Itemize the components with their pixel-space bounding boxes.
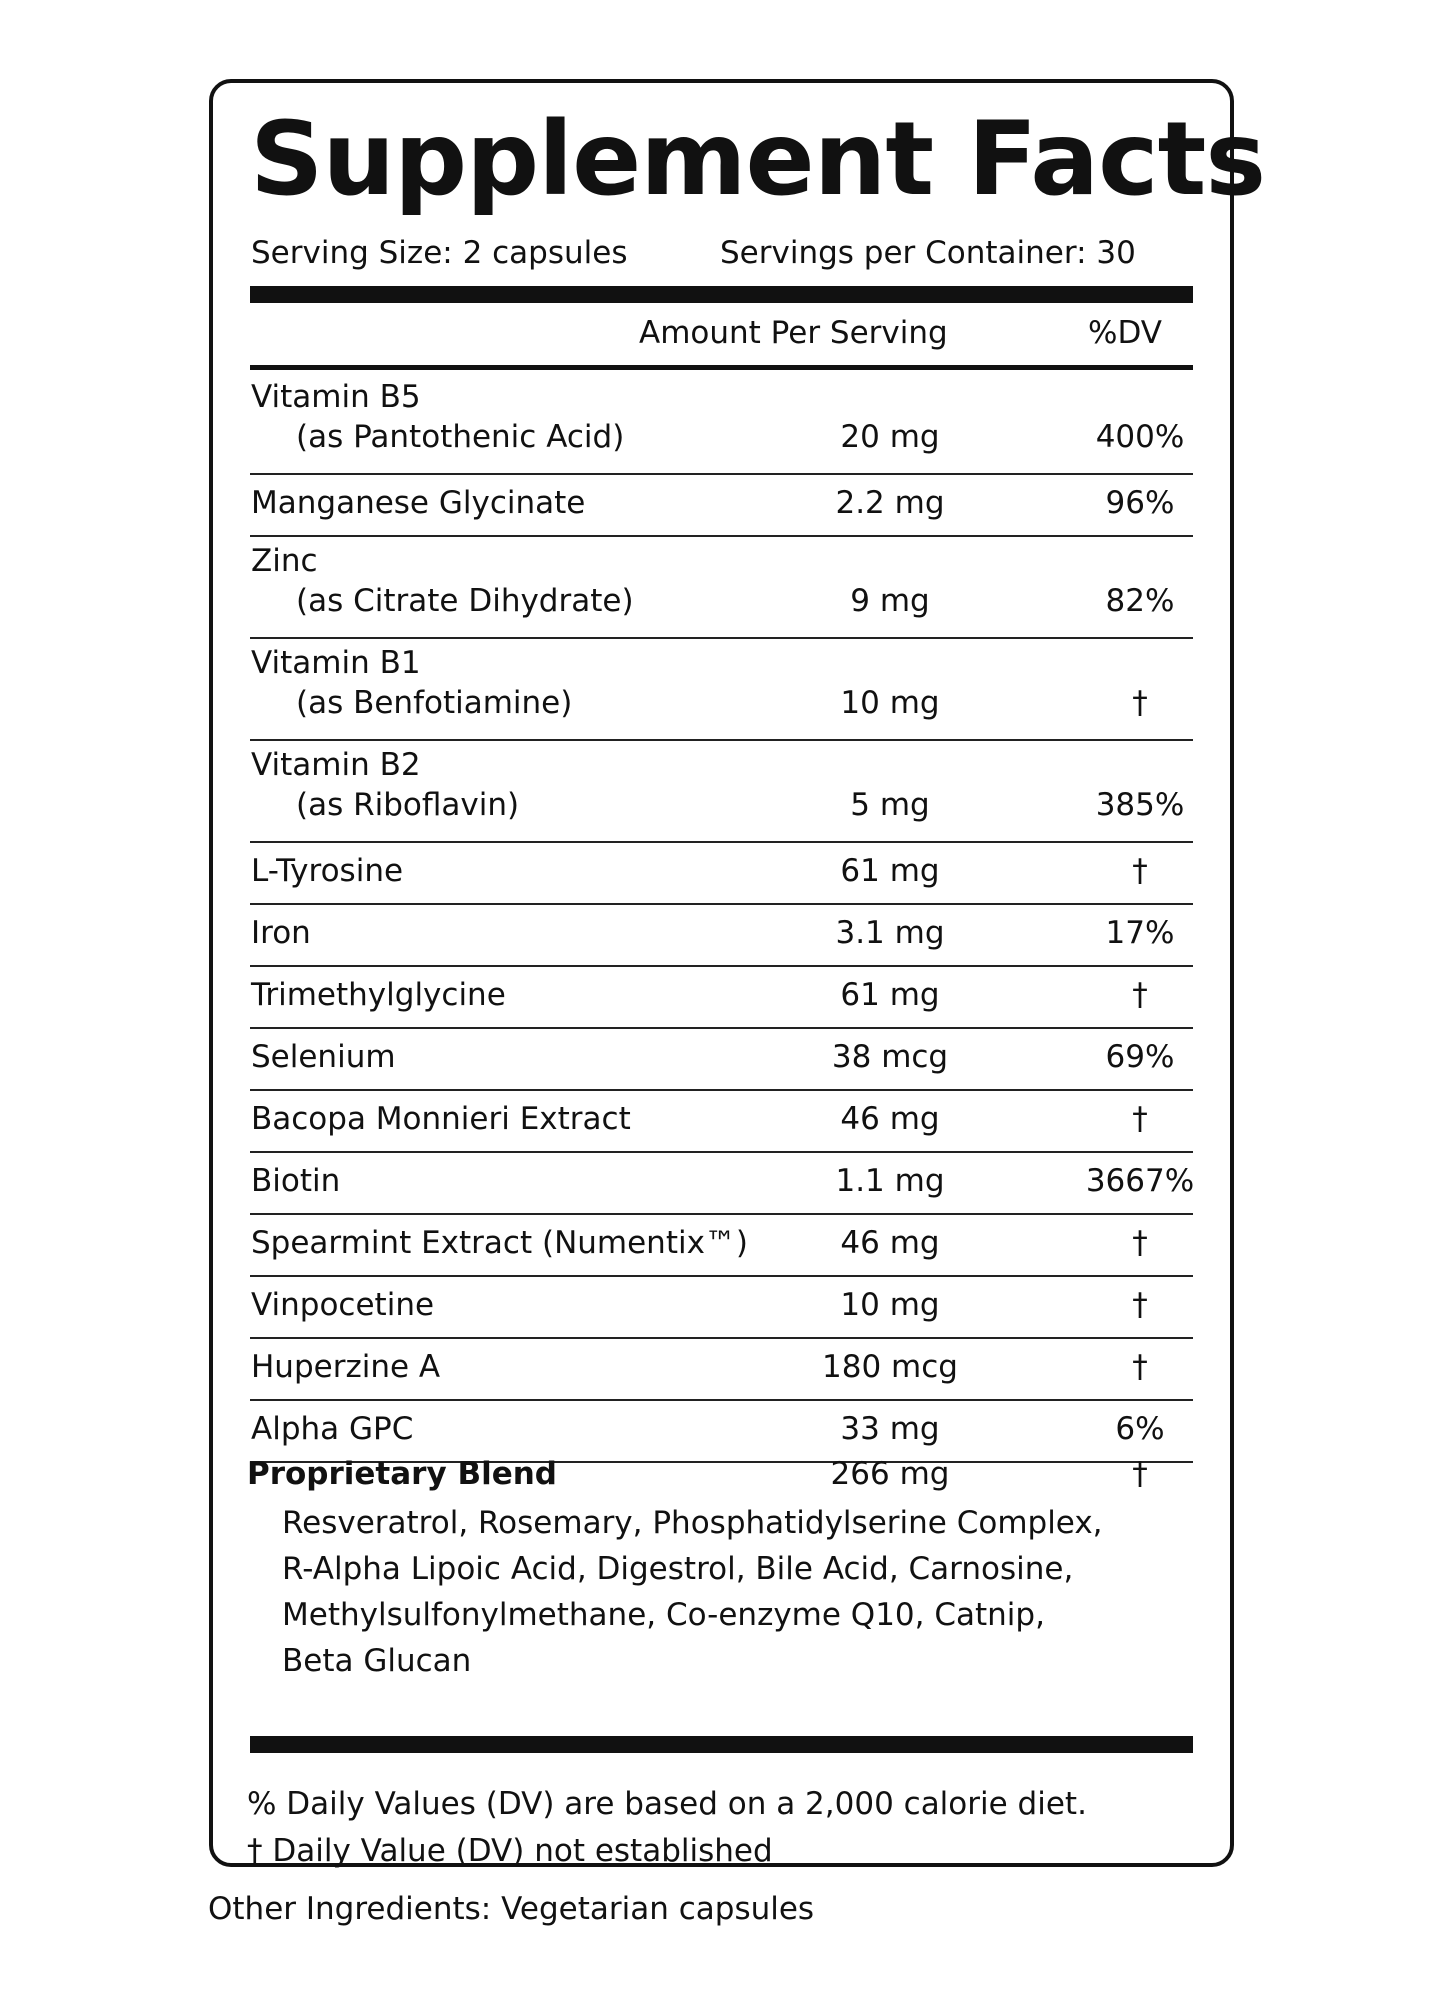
nutrient-source: (as Riboflavin) bbox=[296, 787, 520, 823]
nutrient-name: Vitamin B1 bbox=[251, 645, 421, 681]
panel-title: Supplement Facts bbox=[250, 100, 1266, 219]
header-divider bbox=[250, 365, 1193, 370]
dv-basis-footnote: % Daily Values (DV) are based on a 2,000 calorie diet. bbox=[247, 1786, 1087, 1822]
dagger-footnote: † Daily Value (DV) not established bbox=[247, 1833, 773, 1869]
nutrient-name: Bacopa Monnieri Extract bbox=[251, 1101, 631, 1137]
nutrient-name: Trimethylglycine bbox=[251, 977, 506, 1013]
blend-ingredients: Resveratrol, Rosemary, Phosphatidylserine Complex, R-Alpha Lipoic Acid, Digestrol, Bile Acid, Carnosine, Methylsulfonylmethane, Co-enzyme Q10, Catnip, Beta Glucan bbox=[282, 1505, 1103, 1679]
table-row: Vitamin B1 (as Benfotiamine) 10 mg † bbox=[250, 639, 1193, 741]
blend-name: Proprietary Blend bbox=[247, 1456, 557, 1492]
table-row: Vinpocetine 10 mg † bbox=[250, 1277, 1193, 1339]
nutrient-name: Manganese Glycinate bbox=[251, 485, 586, 521]
nutrient-name: Zinc bbox=[251, 543, 318, 579]
nutrient-name: L-Tyrosine bbox=[251, 853, 404, 889]
table-row: Selenium 38 mcg 69% bbox=[250, 1029, 1193, 1091]
table-row: Zinc (as Citrate Dihydrate) 9 mg 82% bbox=[250, 537, 1193, 639]
table-row: Iron 3.1 mg 17% bbox=[250, 905, 1193, 967]
nutrient-source: (as Citrate Dihydrate) bbox=[296, 583, 634, 619]
nutrient-source: (as Pantothenic Acid) bbox=[296, 419, 625, 455]
nutrient-name: Alpha GPC bbox=[251, 1411, 414, 1447]
nutrient-name: Vitamin B5 bbox=[251, 379, 421, 415]
table-row: Trimethylglycine 61 mg † bbox=[250, 967, 1193, 1029]
proprietary-blend: Proprietary Blend 266 mg † Resveratrol, Rosemary, Phosphatidylserine Complex, R-Alpha Lipoic Acid, Digestrol, Bile Acid, Carnosine, Methylsulfonylmethane, Co-enzyme Q10, Catnip, Beta Glucan bbox=[250, 1456, 1193, 1726]
top-thick-divider bbox=[250, 286, 1193, 303]
table-row: L-Tyrosine 61 mg † bbox=[250, 843, 1193, 905]
nutrient-name: Vinpocetine bbox=[251, 1287, 435, 1323]
nutrient-source: (as Benfotiamine) bbox=[296, 685, 573, 721]
bottom-thick-divider bbox=[250, 1736, 1193, 1753]
table-row: Alpha GPC 33 mg 6% bbox=[250, 1401, 1193, 1463]
table-row: Spearmint Extract (Numentix™) 46 mg † bbox=[250, 1215, 1193, 1277]
table-row: Manganese Glycinate 2.2 mg 96% bbox=[250, 475, 1193, 537]
dv-header: %DV bbox=[1088, 315, 1162, 351]
other-ingredients: Other Ingredients: Vegetarian capsules bbox=[208, 1891, 815, 1927]
nutrient-name: Spearmint Extract (Numentix™) bbox=[251, 1225, 749, 1261]
amount-per-serving-header: Amount Per Serving bbox=[639, 315, 948, 351]
table-row: Huperzine A 180 mcg † bbox=[250, 1339, 1193, 1401]
nutrient-name: Iron bbox=[251, 915, 311, 951]
nutrient-name: Selenium bbox=[251, 1039, 396, 1075]
servings-per-container: Servings per Container: 30 bbox=[720, 235, 1136, 271]
nutrient-name: Biotin bbox=[251, 1163, 341, 1199]
serving-size: Serving Size: 2 capsules bbox=[251, 235, 628, 271]
supplement-facts-panel bbox=[209, 79, 1266, 1869]
nutrient-name: Huperzine A bbox=[251, 1349, 441, 1385]
nutrient-name: Vitamin B2 bbox=[251, 747, 421, 783]
nutrient-table bbox=[250, 373, 1193, 1463]
table-row: Bacopa Monnieri Extract 46 mg † bbox=[250, 1091, 1193, 1153]
table-row: Vitamin B5 (as Pantothenic Acid) 20 mg 400% bbox=[250, 373, 1193, 475]
table-row: Biotin 1.1 mg 3667% bbox=[250, 1153, 1193, 1215]
table-row: Vitamin B2 (as Riboflavin) 5 mg 385% bbox=[250, 741, 1193, 843]
